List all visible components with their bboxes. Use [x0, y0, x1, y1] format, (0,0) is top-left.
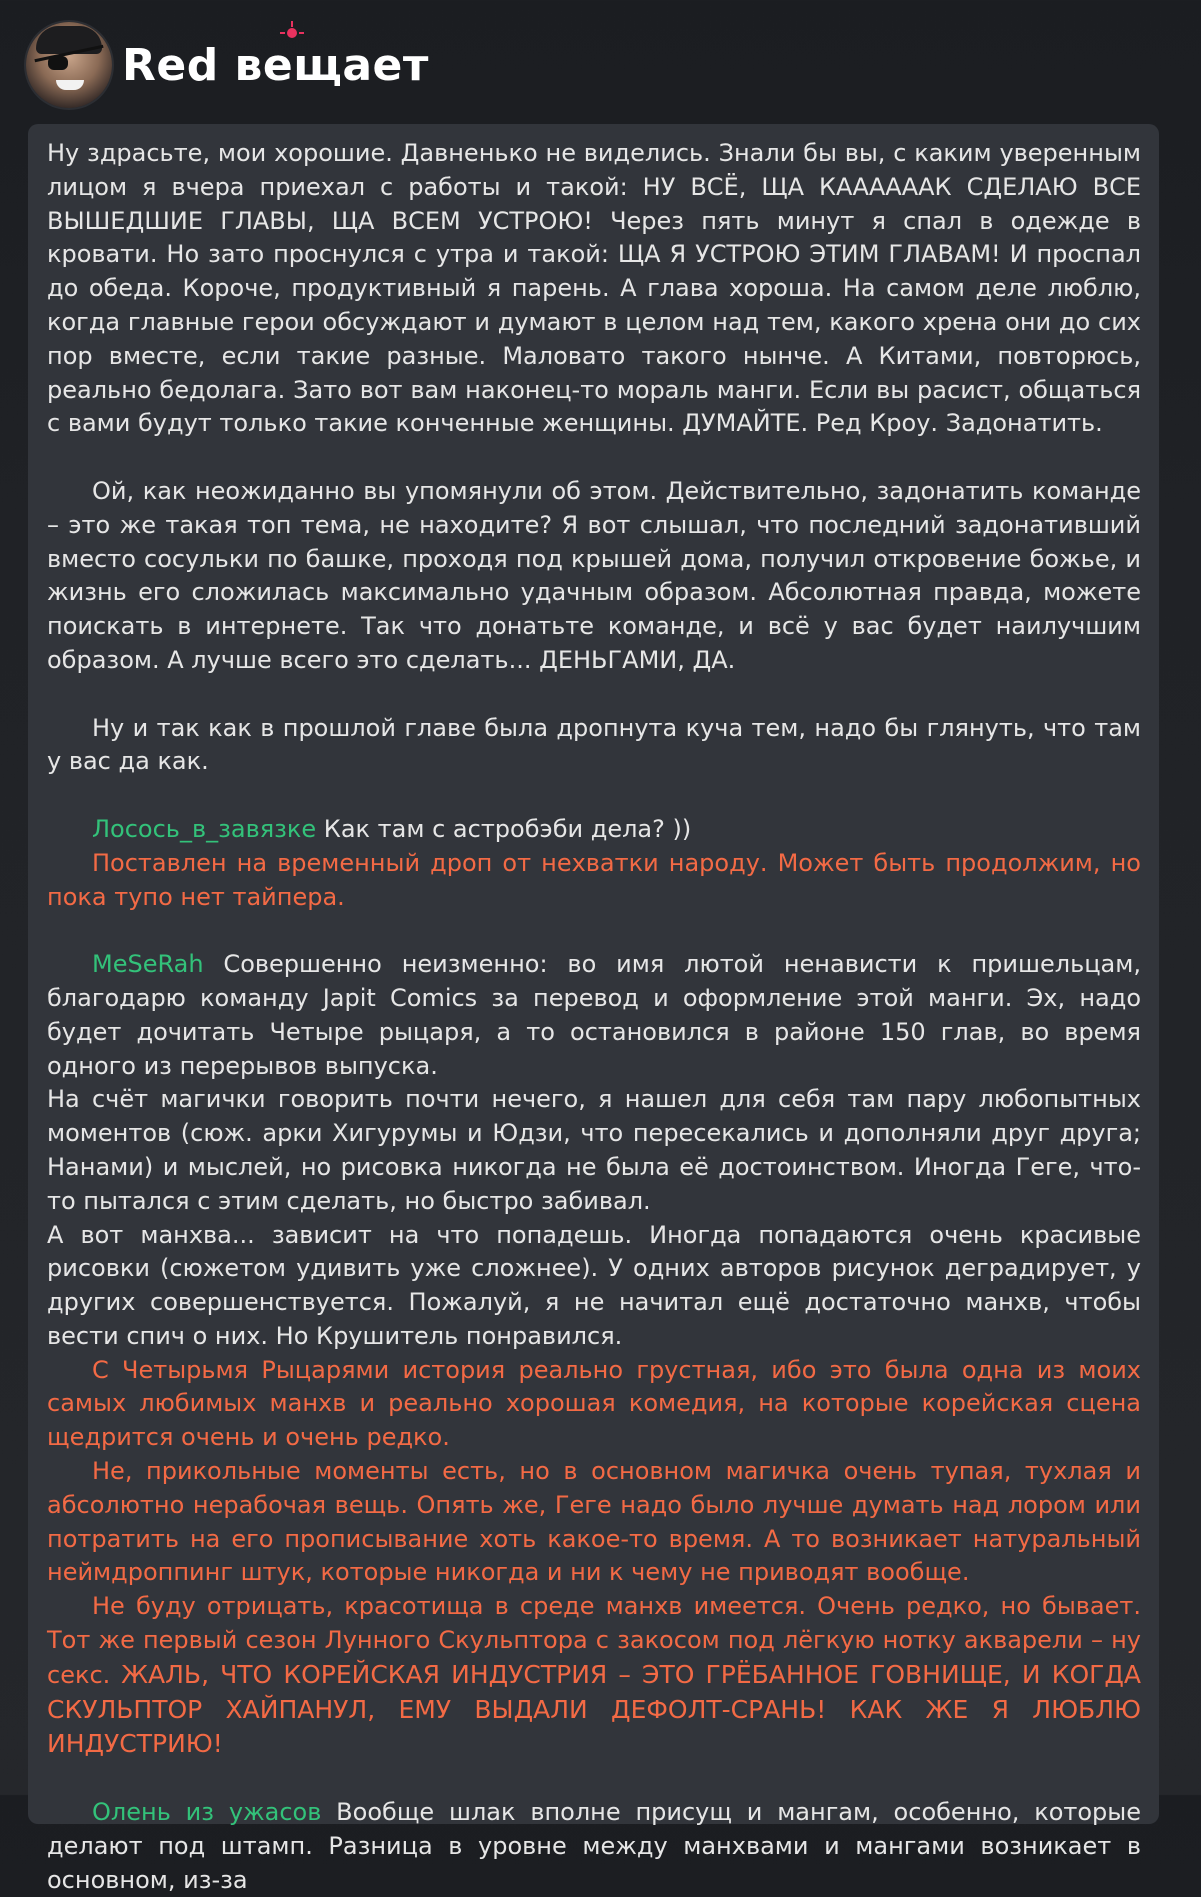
sparkle-icon: [287, 28, 297, 38]
post-header: [26, 22, 429, 108]
dropped-paragraph: Ну и так как в прошлой главе была дропнута куча тем, надо бы глянуть, что там у вас да как.: [47, 713, 1141, 776]
post-title-text: Red вещает: [122, 39, 429, 91]
author-reply: С Четырьмя Рыцарями история реально грустная, ибо это была одна из моих самых любимых манхв и реально хорошая комедия, на которые корейская сцена щедрится очень и очень редко.: [47, 1355, 1141, 1452]
donate-paragraph: Ой, как неожиданно вы упомянули об этом. Действительно, задонатить команде – это же такая топ тема, не находите? Я вот слышал, что последний задонативший вместо сосульки по башке, проходя под крышей дома, получил откровение божье, и жизнь его сложилась максимально удачным образом. Абсолютная правда, можете поискать в интернете. Так что донатьте команде, и всё у вас будет наилучшим образом. А лучше всего это сделать... ДЕНЬГАМИ, ДА.: [47, 476, 1141, 674]
comment: [47, 1796, 1141, 1897]
comment-continuation: А вот манхва... зависит на что попадешь. Иногда попадаются очень красивые рисовки (сюжетом удивить уже сложнее). У одних авторов рисунок деградирует, у других совершенствуется. Пожалуй, я не начитал ещё достаточно манхв, чтобы вести спич о них. Но Крушитель понравился.: [47, 1220, 1141, 1350]
intro-paragraph: Ну здрасьте, мои хорошие. Давненько не виделись. Знали бы вы, с каким уверенным лицом я вчера приехал с работы и такой: НУ ВСЁ, ЩА КААААААК СДЕЛАЮ ВСЕ ВЫШЕДШИЕ ГЛАВЫ, ЩА ВСЕМ УСТРОЮ! Через пять минут я спал в одежде в кровати. Но зато проснулся с утра и такой: ЩА Я УСТРОЮ ЭТИМ ГЛАВАМ! И проспал до обеда. Короче, продуктивный я парень. А глава хороша. На самом деле люблю, когда главные герои обсуждают и думают в целом над тем, какого хрена они до сих пор вместе, если такие разные. Маловато такого нынче. А Китами, повторюсь, реально бедолага. Зато вот вам наконец-то мораль манги. Если вы расист, общаться с вами будут только такие конченные женщины. ДУМАЙТЕ. Ред Кроу. Задонатить.: [47, 139, 1141, 438]
comment-nick[interactable]: Лосось_в_завязке: [92, 814, 317, 843]
comment-continuation: На счёт магички говорить почти нечего, я нашел для себя там пару любопытных моментов (сюж. арки Хигурумы и Юдзи, что пересекались и дополняли друг друга; Нанами) и мыслей, но рисовка никогда не была её достоинством. Иногда Геге, что-то пытался с этим сделать, но быстро забивал.: [47, 1085, 1141, 1215]
reply-caps-text: ЖАЛЬ, ЧТО КОРЕЙСКАЯ ИНДУСТРИЯ – ЭТО ГРЁБАННОЕ ГОВНИЩЕ, И КОГДА СКУЛЬПТОР ХАЙПАНУЛ, ЕМУ ВЫДАЛИ ДЕФОЛТ-СРАНЬ! КАК ЖЕ Я ЛЮБЛЮ ИНДУСТРИЮ!: [47, 1659, 1141, 1759]
post-body: [28, 124, 1159, 1894]
author-reply: Не, прикольные моменты есть, но в основном магичка очень тупая, тухлая и абсолютно нерабочая вещь. Опять же, Геге надо было лучше думать над лором или потратить на его прописывание хоть какое-то время. А то возникает натуральный неймдроппинг штук, которые никогда и ни к чему не приводят вообще.: [47, 1457, 1141, 1587]
reply-text: Не буду отрицать, красотища в среде манхв имеется. Очень редко, но бывает. Тот же первый сезон Лунного Скульптора с закосом под лёгкую нотку акварели – ну секс.: [47, 1592, 1141, 1689]
comment: [47, 813, 1141, 847]
comment-text: Как там с астробэби дела? )): [316, 814, 692, 843]
comment-nick[interactable]: MeSeRah: [92, 950, 204, 979]
post-title: [122, 40, 429, 91]
author-reply: [47, 1590, 1141, 1762]
comment-text: Вообще шлак вполне присущ и мангам, особенно, которые делают под штамп. Разница в уровне между манхвами и мангами возникает в основном, из-за: [47, 1798, 1141, 1894]
author-reply: Поставлен на временный дроп от нехватки народу. Может быть продолжим, но пока тупо нет тайпера.: [47, 848, 1141, 911]
comment-text: Совершенно неизменно: во имя лютой ненависти к пришельцам, благодарю команду Japit Comics за перевод и оформление этой манги. Эх, надо будет дочитать Четыре рыцаря, а то остановился в районе 150 глав, во время одного из перерывов выпуска.: [47, 950, 1141, 1080]
comment-nick[interactable]: Олень из ужасов: [92, 1798, 322, 1827]
author-avatar[interactable]: [26, 22, 112, 108]
comment: [47, 948, 1141, 1083]
